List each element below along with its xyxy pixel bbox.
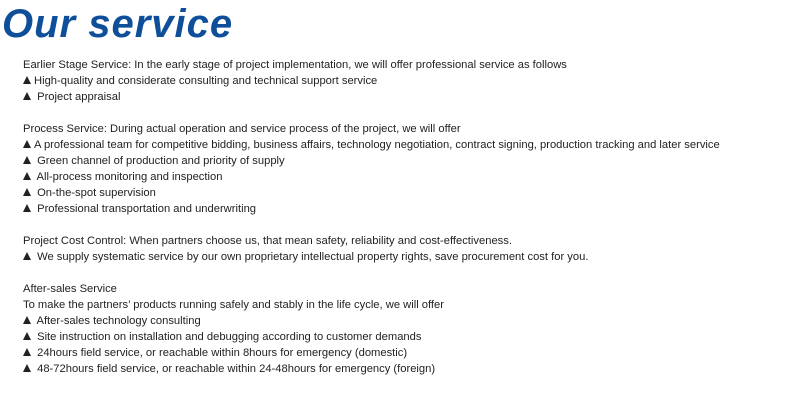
bullet-text: Professional transportation and underwriting: [34, 203, 257, 215]
line-text: To make the partners’ products running safely and stably in the life cycle, we will offer: [23, 299, 444, 311]
bullet-text: 24hours field service, or reachable within 8hours for emergency (domestic): [34, 347, 408, 359]
triangle-up-icon: [23, 172, 31, 180]
bullet-text: We supply systematic service by our own proprietary intellectual property rights, save procurement cost for you.: [34, 251, 589, 263]
bullet-text: A professional team for competitive bidding, business affairs, technology negotiation, contract signing, production tracking and later service: [34, 139, 720, 151]
cost-control-section: [23, 233, 798, 265]
line-text: Process Service: During actual operation and service process of the project, we will offer: [23, 123, 461, 135]
triangle-up-icon: [23, 348, 31, 356]
bullet-item: [23, 137, 798, 153]
triangle-up-icon: [23, 332, 31, 340]
line-text: Earlier Stage Service: In the early stage of project implementation, we will offer professional service as follows: [23, 59, 567, 71]
service-content: [23, 57, 798, 393]
bullet-text: Green channel of production and priority of supply: [34, 155, 285, 167]
triangle-up-icon: [23, 188, 31, 196]
triangle-up-icon: [23, 316, 31, 324]
bullet-text: Site instruction on installation and debugging according to customer demands: [34, 331, 422, 343]
section-line: [23, 121, 798, 137]
triangle-up-icon: [23, 204, 31, 212]
process-service-section: [23, 121, 798, 217]
bullet-text: All-process monitoring and inspection: [34, 171, 223, 183]
bullet-text: After-sales technology consulting: [34, 315, 201, 327]
bullet-text: High-quality and considerate consulting and technical support service: [34, 75, 378, 87]
bullet-item: [23, 313, 798, 329]
triangle-up-icon: [23, 364, 31, 372]
bullet-text: On-the-spot supervision: [34, 187, 156, 199]
bullet-item: [23, 185, 798, 201]
section-line: [23, 57, 798, 73]
line-text: After-sales Service: [23, 283, 117, 295]
line-text: Project Cost Control: When partners choose us, that mean safety, reliability and cost-effectiveness.: [23, 235, 512, 247]
bullet-item: [23, 329, 798, 345]
triangle-up-icon: [23, 76, 31, 84]
triangle-up-icon: [23, 156, 31, 164]
bullet-text: 48-72hours field service, or reachable within 24-48hours for emergency (foreign): [34, 363, 436, 375]
after-sales-section: [23, 281, 798, 377]
bullet-item: [23, 89, 798, 105]
triangle-up-icon: [23, 92, 31, 100]
bullet-item: [23, 169, 798, 185]
bullet-item: [23, 361, 798, 377]
page-title: Our service: [2, 2, 234, 46]
bullet-item: [23, 153, 798, 169]
bullet-text: Project appraisal: [34, 91, 121, 103]
triangle-up-icon: [23, 252, 31, 260]
bullet-item: [23, 345, 798, 361]
section-line: [23, 297, 798, 313]
bullet-item: [23, 73, 798, 89]
triangle-up-icon: [23, 140, 31, 148]
bullet-item: [23, 249, 798, 265]
section-line: [23, 281, 798, 297]
bullet-item: [23, 201, 798, 217]
earlier-stage-section: [23, 57, 798, 105]
section-line: [23, 233, 798, 249]
